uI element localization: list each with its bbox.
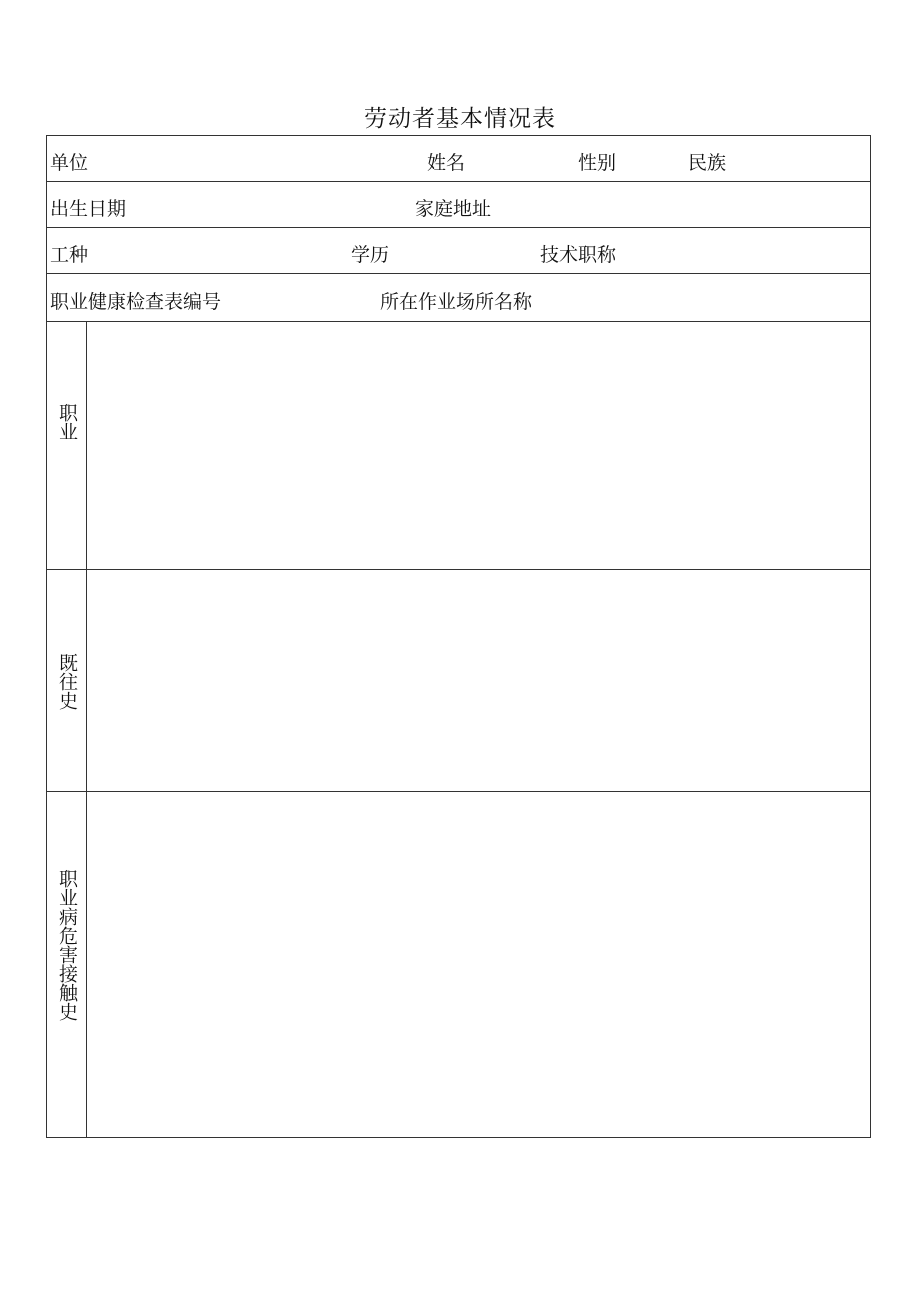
label-gender: 性别 [578,152,617,174]
row-job-type [47,228,870,274]
label-exam-form-no: 职业健康检查表编号 [50,291,222,313]
section-past-history [47,570,870,792]
section-past-history-label: 既往史 [56,652,78,710]
section-occupation-label: 职业 [56,403,78,441]
section-occupation [47,322,870,570]
label-birth-date: 出生日期 [50,198,127,220]
occupation-content-area[interactable] [87,322,870,569]
label-technical-title: 技术职称 [540,244,617,266]
label-ethnicity: 民族 [688,152,727,174]
past-history-content-area[interactable] [87,570,870,791]
worker-info-form [46,135,871,1138]
label-name: 姓名 [427,152,466,174]
row-birth-date [47,182,870,228]
label-education: 学历 [351,244,390,266]
label-workplace-name: 所在作业场所名称 [380,291,533,313]
label-home-address: 家庭地址 [415,198,492,220]
section-hazard-history [47,792,870,1138]
row-exam-form-no [47,274,870,322]
row-unit [47,136,870,182]
form-title: 劳动者基本情况表 [364,106,556,132]
hazard-history-content-area[interactable] [87,792,870,1138]
section-hazard-history-label: 职业病危害接触史 [56,869,78,1021]
label-job-type: 工种 [50,244,89,266]
label-unit: 单位 [50,152,89,174]
